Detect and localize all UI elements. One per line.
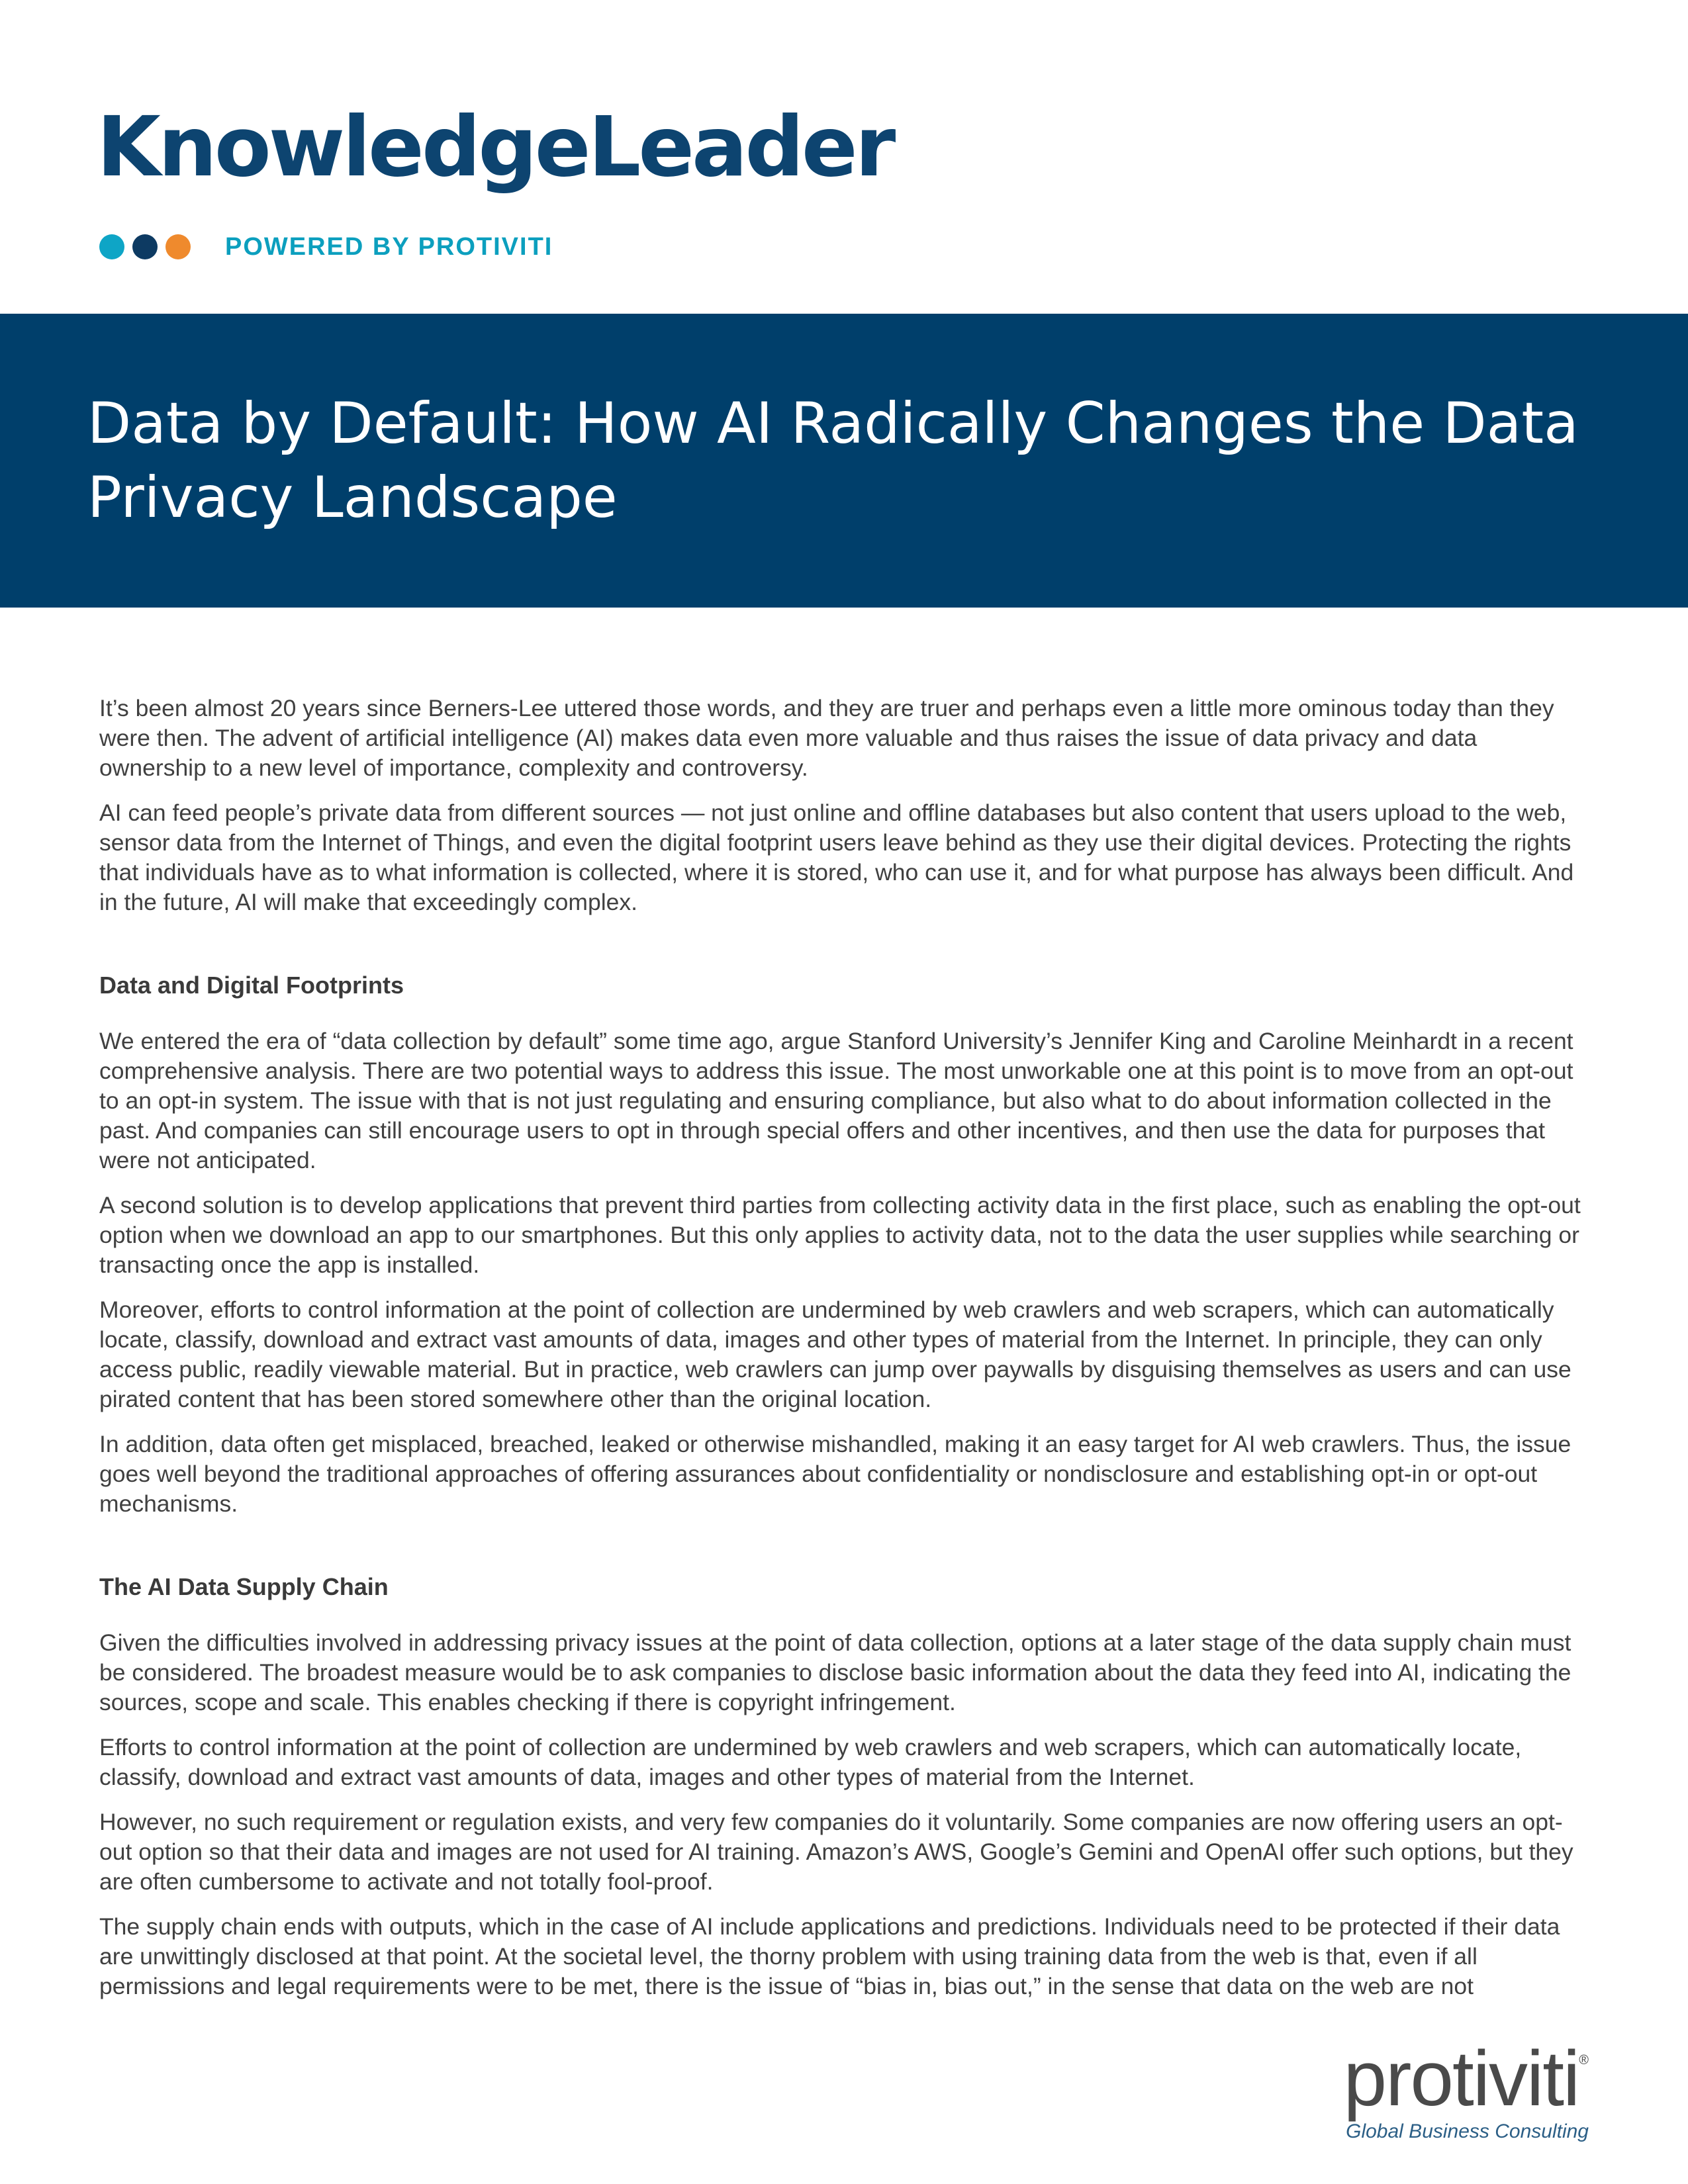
dot-teal bbox=[99, 234, 124, 259]
dot-navy bbox=[132, 234, 158, 259]
article-body bbox=[99, 694, 1590, 2017]
section-paragraph: Moreover, efforts to control information at the point of collection are undermined by web crawlers and web scrapers, which can automatically locate, classify, download and extract vast amounts of data, images and other types of material from the Internet. In principle, they can only access public, readily viewable material. But in practice, web crawlers can jump over paywalls by disguising themselves as users and can use pirated content that has been stored somewhere other than the original location. bbox=[99, 1297, 1571, 1412]
brand-dots bbox=[99, 234, 191, 259]
intro-paragraph: It’s been almost 20 years since Berners-Lee uttered those words, and they are truer and perhaps even a little more ominous today than they were then. The advent of artificial intelligence (AI) makes data even more valuable and thus raises the issue of data privacy and data ownership to a new level of importance, complexity and controversy. bbox=[99, 695, 1554, 781]
protiviti-tagline: Global Business Consulting bbox=[1346, 2120, 1589, 2142]
protiviti-logo bbox=[1324, 2035, 1589, 2143]
section-heading: Data and Digital Footprints bbox=[99, 972, 404, 999]
registered-mark: ® bbox=[1579, 2053, 1589, 2068]
title-banner bbox=[0, 314, 1688, 608]
intro-paragraph: AI can feed people’s private data from different sources — not just online and offline databases but also content that users upload to the web, sensor data from the Internet of Things, and even the digital footprint users leave behind as they use their digital devices. Protecting the rights that individuals have as to what information is collected, where it is stored, who can use it, and for what purpose has always been difficult. And in the future, AI will make that exceedingly complex. bbox=[99, 799, 1574, 915]
section-paragraph: Given the difficulties involved in addressing privacy issues at the point of data collection, options at a later stage of the data supply chain must be considered. The broadest measure would be to ask companies to disclose basic information about the data they feed into AI, indicating the sources, scope and scale. This enables checking if there is copyright infringement. bbox=[99, 1629, 1571, 1715]
knowledgeleader-logo: KnowledgeLeader bbox=[97, 99, 894, 195]
section-paragraph: The supply chain ends with outputs, which in the case of AI include applications and predictions. Individuals need to be protected if their data are unwittingly disclosed at that point. At the societal level, the thorny problem with using training data from the web is that, even if all permissions and legal requirements were to be met, there is the issue of “bias in, bias out,” in the sense that data on the web are not bbox=[99, 1913, 1560, 1999]
powered-by-label: POWERED BY PROTIVITI bbox=[225, 233, 553, 261]
section-paragraph: Efforts to control information at the point of collection are undermined by web crawlers and web scrapers, which can automatically locate, classify, download and extract vast amounts of data, images and other types of material from the Internet. bbox=[99, 1734, 1522, 1790]
section-paragraph: In addition, data often get misplaced, breached, leaked or otherwise mishandled, making it an easy target for AI web crawlers. Thus, the issue goes well beyond the traditional approaches of offering assurances about confidentiality or nondisclosure and establishing opt-in or opt-out mechanisms. bbox=[99, 1431, 1571, 1517]
section-paragraph: However, no such requirement or regulation exists, and very few companies do it voluntarily. Some companies are now offering users an opt-out option so that their data and images are not used for AI training. Amazon’s AWS, Google’s Gemini and OpenAI offer such options, but they are often cumbersome to activate and not totally fool-proof. bbox=[99, 1809, 1573, 1895]
dot-orange bbox=[165, 234, 191, 259]
section-paragraph: A second solution is to develop applications that prevent third parties from collecting activity data in the first place, such as enabling the opt-out option when we download an app to our smartphones. But this only applies to activity data, not to the data the user supplies while searching or transacting once the app is installed. bbox=[99, 1192, 1581, 1278]
section-paragraph: We entered the era of “data collection by default” some time ago, argue Stanford University’s Jennifer King and Caroline Meinhardt in a recent comprehensive analysis. There are two potential ways to address this issue. The most unworkable one at this point is to move from an opt-out to an opt-in system. The issue with that is not just regulating and ensuring compliance, but also what to do about information collected in the past. And companies can still encourage users to opt in through special offers and other incentives, and then use the data for purposes that were not anticipated. bbox=[99, 1028, 1573, 1173]
page-title: Data by Default: How AI Radically Changes the Data Privacy Landscape bbox=[87, 390, 1579, 531]
section-heading: The AI Data Supply Chain bbox=[99, 1573, 389, 1600]
protiviti-wordmark: protiviti bbox=[1343, 2035, 1579, 2122]
